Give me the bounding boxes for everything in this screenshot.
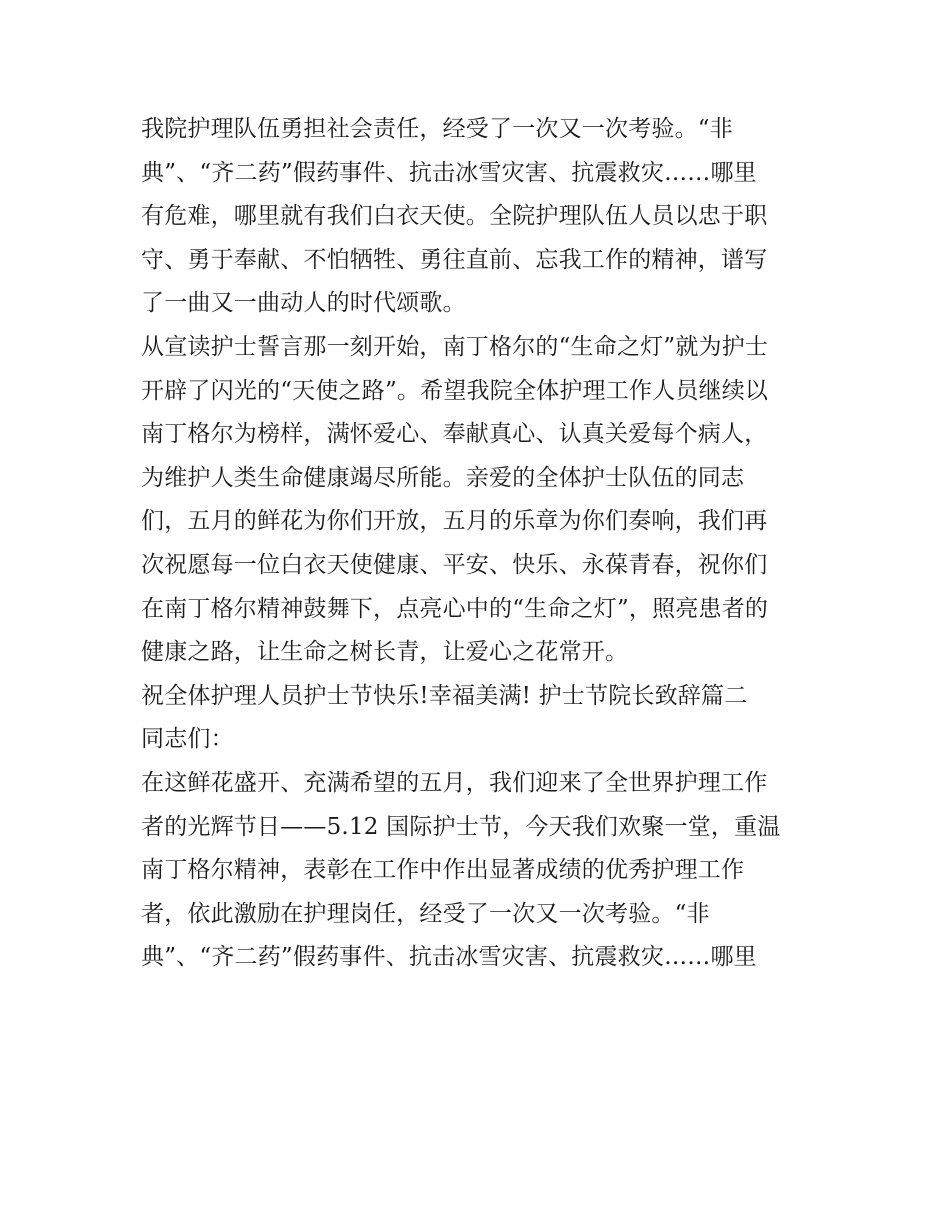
text-line: 有危难，哪里就有我们白衣天使。全院护理队伍人员以忠于职 bbox=[141, 203, 768, 230]
text-line: 典”、“齐二药”假药事件、抗击冰雪灾害、抗震救灾……哪里 bbox=[141, 944, 757, 971]
text-line: 者，依此激励在护理岗任，经受了一次又一次考验。“非 bbox=[141, 900, 710, 927]
text-line: 在南丁格尔精神鼓舞下，点亮心中的“生命之灯”，照亮患者的 bbox=[141, 595, 769, 622]
text-line: 者的光辉节日——5.12 国际护士节，今天我们欢聚一堂，重温 bbox=[141, 813, 781, 840]
text-line: 为维护人类生命健康竭尽所能。亲爱的全体护士队伍的同志 bbox=[141, 464, 745, 491]
text-line: 祝全体护理人员护士节快乐!幸福美满! 护士节院长致辞篇二 bbox=[141, 682, 748, 709]
body-text bbox=[141, 108, 821, 980]
text-line: 我院护理队伍勇担社会责任，经受了一次又一次考验。“非 bbox=[141, 116, 733, 142]
text-line: 典”、“齐二药”假药事件、抗击冰雪灾害、抗震救灾……哪里 bbox=[141, 159, 757, 186]
text-line: 同志们： bbox=[141, 726, 234, 753]
text-line: 南丁格尔精神，表彰在工作中作出显著成绩的优秀护理工作 bbox=[141, 857, 745, 884]
text-line: 健康之路，让生命之树长青，让爱心之花常开。 bbox=[141, 639, 629, 666]
text-line: 了一曲又一曲动人的时代颂歌。 bbox=[141, 290, 466, 317]
text-line: 南丁格尔为榜样，满怀爱心、奉献真心、认真关爱每个病人， bbox=[141, 421, 768, 448]
text-line: 从宣读护士誓言那一刻开始，南丁格尔的“生命之灯”就为护士 bbox=[141, 333, 769, 360]
text-line: 在这鲜花盛开、充满希望的五月，我们迎来了全世界护理工作 bbox=[141, 769, 768, 796]
text-line: 们，五月的鲜花为你们开放，五月的乐章为你们奏响，我们再 bbox=[141, 508, 768, 535]
text-line: 开辟了闪光的“天使之路”。希望我院全体护理工作人员继续以 bbox=[141, 377, 769, 404]
text-line: 次祝愿每一位白衣天使健康、平安、快乐、永葆青春，祝你们 bbox=[141, 551, 768, 578]
text-line: 守、勇于奉献、不怕牺牲、勇往直前、忘我工作的精神，谱写 bbox=[141, 246, 768, 273]
